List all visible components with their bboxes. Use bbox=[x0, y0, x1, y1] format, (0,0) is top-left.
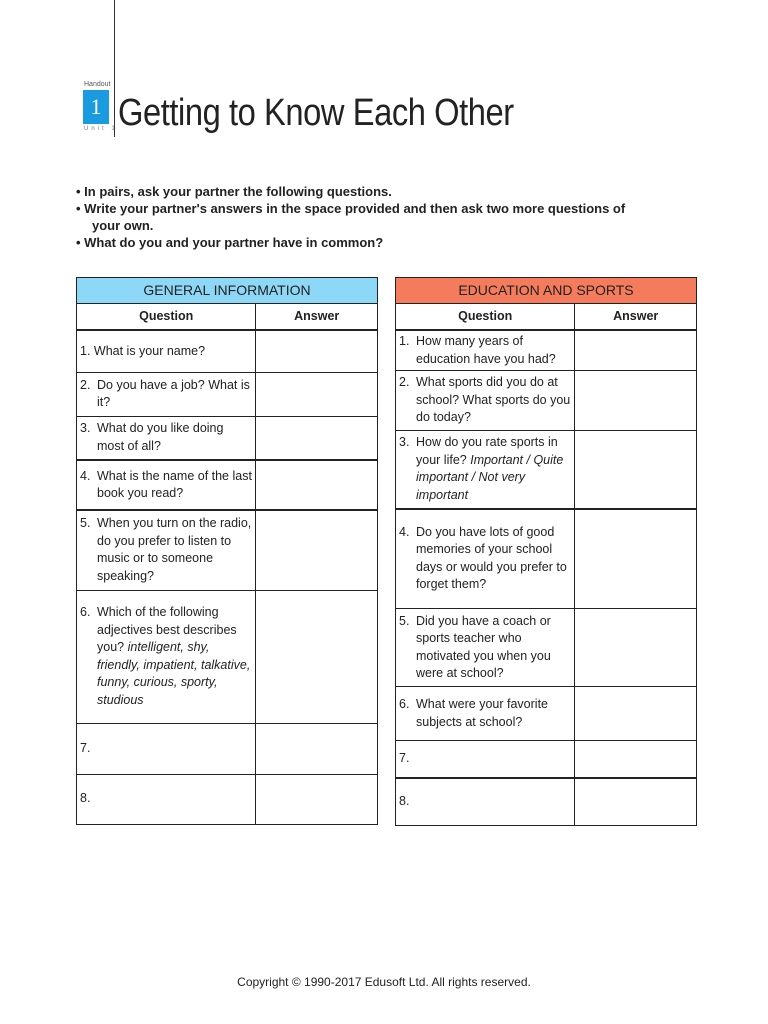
instruction-2: • Write your partner's answers in the space provided and then ask two more questions of bbox=[76, 201, 626, 216]
general-a4[interactable] bbox=[256, 460, 378, 510]
education-a7[interactable] bbox=[575, 741, 697, 778]
education-q3-options: Important / Quite important / Not very important bbox=[416, 452, 564, 502]
general-q8: 8. bbox=[77, 774, 256, 824]
general-a1[interactable] bbox=[256, 330, 378, 372]
education-q3-num: 3. bbox=[399, 435, 410, 450]
education-q1: How many years of education have you had? bbox=[416, 334, 556, 366]
general-q3-num: 3. bbox=[80, 421, 91, 436]
general-q1: 1. What is your name? bbox=[77, 330, 256, 372]
general-q7: 7. bbox=[77, 723, 256, 774]
margin-rule bbox=[114, 0, 115, 137]
education-heading: EDUCATION AND SPORTS bbox=[396, 278, 697, 304]
general-q6-num: 6. bbox=[80, 605, 91, 619]
general-a8[interactable] bbox=[256, 774, 378, 824]
education-q4: Do you have lots of good memories of your school days or would you prefer to forget them? bbox=[416, 524, 567, 592]
handout-label: Handout bbox=[84, 81, 111, 88]
general-a2[interactable] bbox=[256, 372, 378, 416]
education-col-question: Question bbox=[396, 304, 575, 331]
general-q5: When you turn on the radio, do you prefer to listen to music or to someone speaking? bbox=[97, 516, 252, 583]
general-information-table bbox=[76, 277, 378, 825]
education-a6[interactable] bbox=[575, 687, 697, 741]
instruction-2-cont: your own. bbox=[92, 218, 154, 233]
education-q2: What sports did you do at school? What sports do you do today? bbox=[416, 375, 571, 425]
general-col-answer: Answer bbox=[256, 304, 378, 331]
education-col-answer: Answer bbox=[575, 304, 697, 331]
education-q8: 8. bbox=[396, 778, 575, 826]
education-a8[interactable] bbox=[575, 778, 697, 826]
education-q3: How do you rate sports in your life? bbox=[416, 435, 558, 467]
general-q5-num: 5. bbox=[80, 516, 91, 531]
education-q1-num: 1. bbox=[399, 334, 410, 348]
education-a1[interactable] bbox=[575, 330, 697, 371]
education-q6-num: 6. bbox=[399, 697, 410, 711]
general-q4-num: 4. bbox=[80, 468, 91, 483]
page-title: Getting to Know Each Other bbox=[118, 92, 514, 134]
education-q6: What were your favorite subjects at school? bbox=[416, 697, 548, 729]
general-heading: GENERAL INFORMATION bbox=[77, 278, 378, 304]
instruction-1: • In pairs, ask your partner the following questions. bbox=[76, 184, 392, 199]
education-q7: 7. bbox=[396, 741, 575, 778]
general-q3: What do you like doing most of all? bbox=[97, 421, 224, 453]
general-q6-options: intelligent, shy, friendly, impatient, talkative, funny, curious, sporty, studious bbox=[97, 640, 251, 707]
education-q2-num: 2. bbox=[399, 375, 410, 390]
education-a4[interactable] bbox=[575, 509, 697, 609]
instruction-3: • What do you and your partner have in common? bbox=[76, 235, 384, 250]
copyright-notice: Copyright © 1990-2017 Edusoft Ltd. All rights reserved. bbox=[237, 975, 531, 989]
general-q2: Do you have a job? What is it? bbox=[97, 377, 250, 409]
general-a6[interactable] bbox=[256, 590, 378, 723]
general-a7[interactable] bbox=[256, 723, 378, 774]
general-q6: Which of the following adjectives best describes you? bbox=[97, 605, 237, 654]
general-a3[interactable] bbox=[256, 416, 378, 460]
instructions bbox=[76, 183, 676, 251]
handout-number-badge: 1 bbox=[83, 90, 109, 124]
general-a5[interactable] bbox=[256, 510, 378, 590]
education-q4-num: 4. bbox=[399, 524, 410, 539]
education-q5: Did you have a coach or sports teacher who motivated you when you were at school? bbox=[416, 613, 551, 680]
general-col-question: Question bbox=[77, 304, 256, 331]
education-a5[interactable] bbox=[575, 609, 697, 687]
education-a3[interactable] bbox=[575, 431, 697, 509]
general-q4: What is the name of the last book you read? bbox=[97, 468, 252, 500]
education-a2[interactable] bbox=[575, 371, 697, 431]
unit-label: Unit 1 bbox=[84, 126, 118, 132]
education-sports-table bbox=[395, 277, 697, 826]
general-q2-num: 2. bbox=[80, 377, 91, 392]
education-q5-num: 5. bbox=[399, 613, 410, 628]
